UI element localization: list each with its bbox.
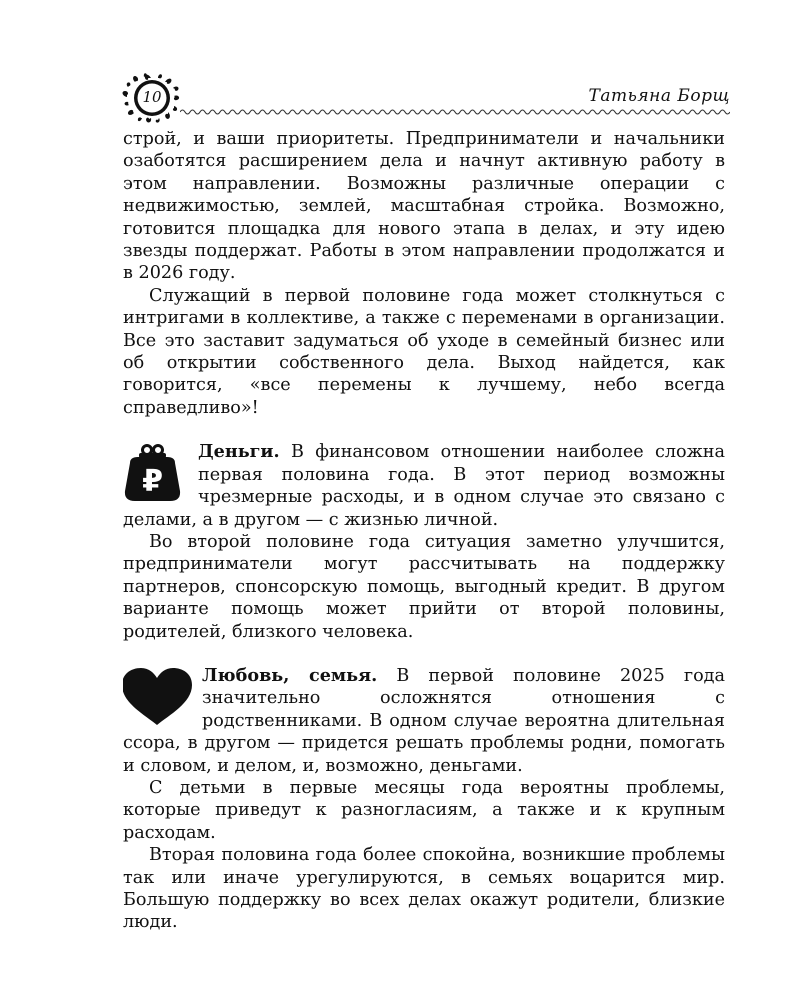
page-body [123,128,725,934]
wavy-divider [180,108,730,116]
paragraph: Служащий в первой половине года может столкнуться с интригами в коллективе, а также с переменами в организации. Все это заставит задуматься об уходе в семейный бизнес или об открытии собственного дела. Выход найдется, как говорится, «все перемены к лучшему, небо всегда справедливо»! [123,285,725,418]
paragraph: Во второй половине года ситуация заметно улучшится, предприниматели могут рассчитывать на поддержку партнеров, спонсорскую помощь, выгодный кредит. В другом варианте помощь может прийти от второй половины, родителей, близкого человека. [123,531,725,642]
love-text: В первой половине 2025 года значительно осложнятся отношения с родственниками. В одном случае вероятна длительная ссора, в другом — придется решать проблемы родни, помогать и словом, и делом, и, возможно, деньгами. [123,665,725,776]
money-heading: Деньги. [198,441,280,463]
svg-text:₽: ₽ [142,464,163,500]
paragraph: С детьми в первые месяцы года вероятны проблемы, которые приведут к разногласиям, а также и к крупным расходам. [123,777,725,843]
paragraph: строй, и ваши приоритеты. Предприниматели и начальники озаботятся расширением дела и начнут активную работу в этом направлении. Возможны различные операции с недвижимостью, землей, масштабная стройка. Возможно, готовится площадка для нового этапа в делах, и эту идею звезды поддержат. Работы в этом направлении продолжатся и в 2026 году. [123,129,725,284]
author-name: Татьяна Борщ [588,86,730,106]
love-section [123,665,725,934]
purse-ruble-icon [123,443,190,505]
page-header [118,72,730,124]
paragraph: Вторая половина года более спокойна, возникшие проблемы так или иначе урегулируются, в семьях воцарится мир. Большую поддержку во всех делах окажут родители, близкие люди. [123,845,725,933]
money-text: В финансовом отношении наиболее сложна первая половина года. В этот период возможны чрезмерные расходы, и в одном случае это связано с делами, а в другом — с жизнью личной. [123,442,725,530]
heart-icon [123,667,194,727]
page-number: 10 [142,88,162,106]
money-section [123,441,725,643]
love-heading: Любовь, семья. [202,664,378,686]
